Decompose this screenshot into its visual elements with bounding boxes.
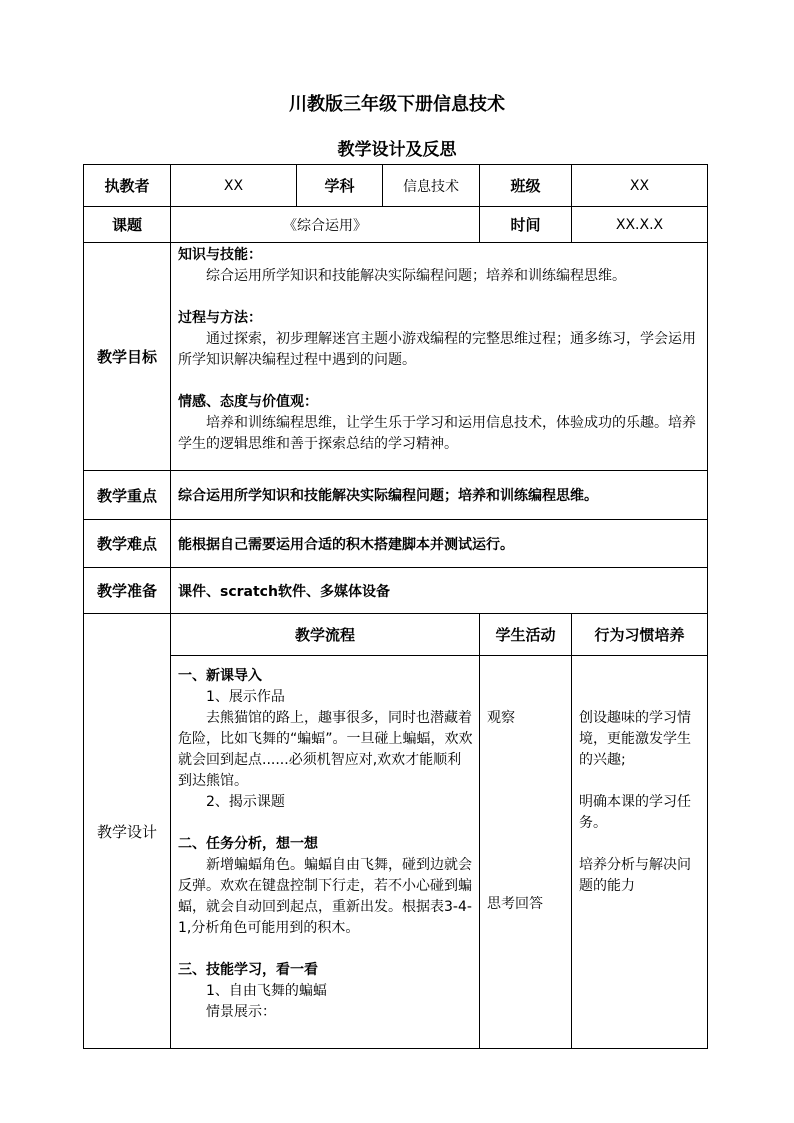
- activity-think-answer: 思考回答: [487, 896, 543, 912]
- objectives-content: [171, 243, 708, 471]
- objectives-row: [84, 243, 708, 471]
- objective-process-heading: 过程与方法：: [178, 310, 262, 326]
- lesson-plan-table: [83, 164, 708, 1049]
- habit-item-3: 培养分析与解决问题的能力: [579, 857, 691, 894]
- objective-attitude-heading: 情感、态度与价值观：: [178, 394, 318, 410]
- key-point-value: 综合运用所学知识和技能解决实际编程问题；培养和训练编程思维。: [171, 471, 708, 520]
- class-value: XX: [572, 165, 708, 207]
- subject-label: 学科: [297, 165, 383, 207]
- design-label: 教学设计: [84, 614, 171, 1049]
- topic-label: 课题: [84, 207, 171, 243]
- flow-section-1-step-2: 2、揭示课题: [206, 794, 285, 810]
- flow-section-3-title: 三、技能学习，看一看: [178, 962, 318, 978]
- preparation-row: [84, 568, 708, 614]
- flow-content: [171, 656, 480, 1049]
- subject-value: 信息技术: [383, 165, 480, 207]
- time-label: 时间: [480, 207, 572, 243]
- teacher-label: 执教者: [84, 165, 171, 207]
- flow-section-3-step-1: 1、自由飞舞的蝙蝠: [206, 983, 327, 999]
- difficulty-row: [84, 520, 708, 568]
- flow-section-1-title: 一、新课导入: [178, 668, 262, 684]
- objective-knowledge-heading: 知识与技能：: [178, 247, 262, 263]
- flow-section-1-text: 去熊猫馆的路上，趣事很多，同时也潜藏着危险，比如飞舞的“蝙蝠”。一旦碰上蝙蝠，欢欢就会回到起点......必须机智应对,欢欢才能顺利到达熊馆。: [178, 710, 473, 789]
- column-habit-header: 行为习惯培养: [572, 614, 708, 656]
- activity-content: [480, 656, 572, 1049]
- flow-section-1-step-1: 1、展示作品: [206, 689, 285, 705]
- objectives-label: 教学目标: [84, 243, 171, 471]
- column-flow-header: 教学流程: [171, 614, 480, 656]
- teacher-value: XX: [171, 165, 297, 207]
- flow-section-2-text: 新增蝙蝠角色。蝙蝠自由飞舞，碰到边就会反弹。欢欢在键盘控制下行走，若不小心碰到蝙蝠，就会自动回到起点，重新出发。根据表3-4-1,分析角色可能用到的积木。: [178, 857, 472, 936]
- objective-process-text: 通过探索，初步理解迷宫主题小游戏编程的完整思维过程；通多练习，学会运用所学知识解决编程过程中遇到的问题。: [178, 331, 696, 368]
- preparation-value: 课件、scratch软件、多媒体设备: [171, 568, 708, 614]
- column-activity-header: 学生活动: [480, 614, 572, 656]
- info-row-1: [84, 165, 708, 207]
- activity-observe: 观察: [487, 710, 515, 726]
- habit-content: [572, 656, 708, 1049]
- habit-item-1: 创设趣味的学习情境，更能激发学生的兴趣;: [579, 710, 691, 768]
- class-label: 班级: [480, 165, 572, 207]
- key-point-label: 教学重点: [84, 471, 171, 520]
- document-title: 川教版三年级下册信息技术: [289, 94, 505, 115]
- document-subtitle: 教学设计及反思: [337, 140, 457, 160]
- difficulty-label: 教学难点: [84, 520, 171, 568]
- flow-section-2-title: 二、任务分析，想一想: [178, 836, 318, 852]
- key-point-row: [84, 471, 708, 520]
- difficulty-value: 能根据自己需要运用合适的积木搭建脚本并测试运行。: [171, 520, 708, 568]
- objective-knowledge-text: 综合运用所学知识和技能解决实际编程问题；培养和训练编程思维。: [206, 268, 626, 284]
- topic-value: 《综合运用》: [171, 207, 480, 243]
- preparation-label: 教学准备: [84, 568, 171, 614]
- flow-section-3-step-2: 情景展示：: [206, 1004, 276, 1020]
- habit-item-2: 明确本课的学习任务。: [579, 794, 691, 831]
- time-value: XX.X.X: [572, 207, 708, 243]
- info-row-2: [84, 207, 708, 243]
- design-content-row: [84, 656, 708, 1049]
- objective-attitude-text: 培养和训练编程思维，让学生乐于学习和运用信息技术，体验成功的乐趣。培养学生的逻辑思维和善于探索总结的学习精神。: [178, 415, 696, 452]
- design-header-row: [84, 614, 708, 656]
